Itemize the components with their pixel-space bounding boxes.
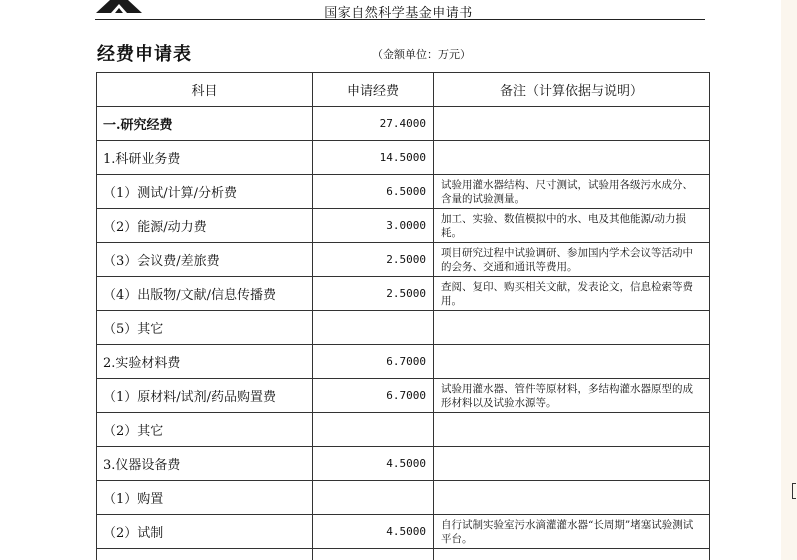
- row-note: [434, 107, 710, 141]
- table-row: [97, 481, 710, 515]
- row-amount: 4.5000: [313, 447, 434, 481]
- row-subject: （3）会议费/差旅费: [97, 243, 313, 277]
- column-header-amount: 申请经费: [313, 73, 434, 107]
- table-row: [97, 107, 710, 141]
- row-amount: 6.5000: [313, 175, 434, 209]
- table-row: [97, 277, 710, 311]
- row-note: [434, 413, 710, 447]
- amount-unit-note: （金额单位：万元）: [372, 48, 471, 61]
- budget-table: [96, 72, 710, 560]
- row-subject: 2.实验材料费: [97, 345, 313, 379]
- row-note-text: 查阅、复印、购买相关文献，发表论文，信息检索等费用。: [441, 281, 693, 307]
- table-row: [97, 515, 710, 549]
- row-note: [434, 345, 710, 379]
- row-subject: （1）原材料/试剂/药品购置费: [97, 379, 313, 413]
- page-title: 经费申请表: [97, 44, 192, 65]
- row-note-text: 加工、实验、数值模拟中的水、电及其他能源/动力损耗。: [441, 213, 687, 239]
- row-note: [434, 447, 710, 481]
- row-subject: （4）出版物/文献/信息传播费: [97, 277, 313, 311]
- row-amount: [313, 481, 434, 515]
- table-row: [97, 447, 710, 481]
- row-subject: （5）其它: [97, 311, 313, 345]
- row-note: [434, 141, 710, 175]
- row-note-text: 自行试制实验室污水滴灌灌水器“长周期”堵塞试验测试平台。: [441, 519, 694, 545]
- table-row: [97, 379, 710, 413]
- table-row: [97, 243, 710, 277]
- row-amount: [313, 413, 434, 447]
- header-divider: [95, 19, 705, 20]
- row-amount: [313, 311, 434, 345]
- row-note: [434, 311, 710, 345]
- row-note: [434, 515, 710, 549]
- column-header-subject: 科目: [97, 73, 313, 107]
- row-note: [434, 379, 710, 413]
- row-note-text: 项目研究过程中试验调研、参加国内学术会议等活动中的会务、交通和通讯等费用。: [441, 247, 693, 273]
- row-subject: 一.研究经费: [97, 107, 313, 141]
- row-amount-empty: [313, 549, 434, 560]
- table-row: [97, 311, 710, 345]
- scroll-gutter[interactable]: [781, 0, 797, 560]
- row-note: [434, 243, 710, 277]
- row-amount: 27.4000: [313, 107, 434, 141]
- row-note: [434, 277, 710, 311]
- table-row: [97, 209, 710, 243]
- row-subject-empty: [97, 549, 313, 560]
- row-amount: 2.5000: [313, 243, 434, 277]
- row-note-text: 试验用灌水器结构、尺寸测试，试验用各级污水成分、含量的试验测量。: [441, 179, 693, 205]
- row-note-empty: [434, 549, 710, 560]
- header-title: 国家自然科学基金申请书: [324, 6, 473, 21]
- text-cursor-icon: [792, 483, 796, 499]
- table-row: [97, 175, 710, 209]
- row-note-text: 试验用灌水器、管件等原材料，多结构灌水器原型的成形材料以及试验水源等。: [441, 383, 693, 409]
- table-header-row: [97, 73, 710, 107]
- row-note: [434, 209, 710, 243]
- row-amount: 2.5000: [313, 277, 434, 311]
- row-amount: 4.5000: [313, 515, 434, 549]
- row-subject: （2）能源/动力费: [97, 209, 313, 243]
- table-row-partial: [97, 549, 710, 560]
- table-row: [97, 413, 710, 447]
- column-header-note: 备注（计算依据与说明）: [434, 73, 710, 107]
- table-row: [97, 345, 710, 379]
- row-subject: （1）购置: [97, 481, 313, 515]
- row-amount: 6.7000: [313, 379, 434, 413]
- table-row: [97, 141, 710, 175]
- row-subject: （2）其它: [97, 413, 313, 447]
- row-subject: （1）测试/计算/分析费: [97, 175, 313, 209]
- row-subject: （2）试制: [97, 515, 313, 549]
- row-note: [434, 481, 710, 515]
- row-subject: 3.仪器设备费: [97, 447, 313, 481]
- row-note: [434, 175, 710, 209]
- row-subject: 1.科研业务费: [97, 141, 313, 175]
- row-amount: 14.5000: [313, 141, 434, 175]
- row-amount: 3.0000: [313, 209, 434, 243]
- row-amount: 6.7000: [313, 345, 434, 379]
